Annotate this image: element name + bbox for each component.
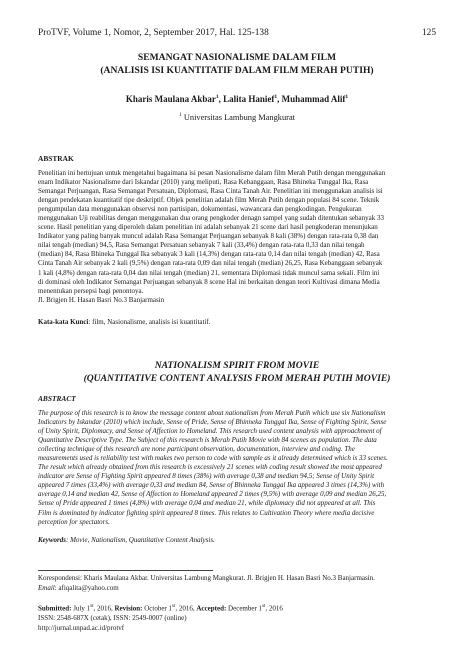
abstrak-line: nilai tengah (median) 94,5, Rasa Semangat Persatuan sebanyak 7 kali (33,4%) dengan rata-rata 0,33 dan nilai tengah — [38, 241, 365, 250]
page-number: 125 — [421, 28, 436, 38]
title-line: (ANALISIS ISI KUANTITATIF DALAM FILM MERAH PUTIH) — [100, 64, 374, 76]
email-label: Email — [38, 584, 55, 592]
title-line: NATIONALISM SPIRIT FROM MOVIE — [154, 360, 320, 371]
affiliation-mark: 1 — [178, 112, 182, 118]
affiliation — [30, 112, 444, 122]
abstract-line: indicator are Sense of Fighting Spirit appeared 8 times (38%) with average 0,38 and median 94,5; Sense of Unity Spirit — [38, 472, 375, 481]
author-name: Lalita Hanief — [223, 94, 275, 104]
abstract-line: The purpose of this research is to know the message content about nationalism from Merah Putih which use six Nationalism — [38, 409, 386, 417]
title-line: (QUANTITATIVE CONTENT ANALYSIS FROM MERAH PUTIH MOVIE) — [83, 372, 391, 384]
email-line — [38, 583, 444, 593]
abstrak-line: menentukan persepsi bagi penontoya. — [38, 286, 144, 295]
submitted-year: , 2016, — [93, 604, 115, 613]
keywords-english — [38, 536, 436, 544]
abstrak-line: di dominasi oleh Indikator Semangat Perjuangan sebanyak 8 scene Hal ini berkaitan dengan teori Kultivasi dimana Media — [38, 277, 380, 286]
abstract-line: The result which already obtained from this research is excessively 21 scenes with coding result showed the most appeared — [38, 463, 382, 472]
abstract-line: perception for spectators. — [38, 517, 110, 526]
abstract-line: Film is dominated by indicator fighting spirit appeared 8 times. This relates to Cultivation Theory where media decisive — [38, 508, 375, 517]
submitted-ordinal: st — [90, 604, 94, 609]
abstract-line: Indicators by Iskandar (2010) which include, Sense of Pride, Sense of Bhinneka Tunggal Ika, Sense of Fighting Spirit, Sense — [38, 418, 387, 427]
author-separator: , — [218, 94, 224, 104]
abstract-line: collecting technique of this research are none participant observation, documentation, interview and coding. The — [38, 445, 355, 454]
footnote-divider — [38, 570, 213, 571]
revision-year: , 2016, — [175, 604, 197, 613]
abstrak-body — [38, 169, 436, 305]
author-name: Muhammad Alif — [281, 94, 346, 104]
abstract-line: appeared 7 times (33,4%) with average 0,33 and median 84, Sense of Bhinneka Tunggal Ika appeared 3 times (14,3%) with — [38, 481, 385, 490]
abstrak-line: Penelitian ini bertujuan untuk mengetahui bagaimana isi pesan Nasionalisme dalam film Merah Putih dengan menggunakan — [38, 169, 386, 177]
keywords-label: Kata-kata Kunci — [38, 318, 89, 326]
abstract-line: measurements used is reliability test with makes two person to code with sample as it already determined which is 33 scenes. — [38, 454, 388, 463]
abstrak-line: enam Indikator Nasionalisme dari Iskandar (2010) yang meliputi, Rasa Kebanggaan, Rasa Bhineka Tunggal Ika, Rasa — [38, 178, 369, 187]
revision-label: Revision: — [114, 604, 143, 613]
abstrak-line: Indikator yang paling banyak muncul adalah Rasa Semangat Perjuangan sebanyak 8 kali (38%) dengan rata-rata 0,38 dan — [38, 232, 379, 241]
running-header — [38, 28, 436, 38]
title-english — [30, 360, 444, 385]
abstrak-line: pengumpulan data menggunakan observsi non partisipan, dokumentasi, wawancara dan pengkodingan. Pengukuran — [38, 205, 362, 214]
abstract-line: Quantitative Descriptive Type. The Subject of this research is Merah Putih Movie with 84 scenes as population. The data — [38, 436, 377, 445]
author-list — [30, 94, 444, 104]
abstract-body — [38, 409, 436, 527]
revision-ordinal: st — [172, 604, 176, 609]
keywords-label: Keywords — [38, 536, 66, 544]
abstrak-line: (median) 84, Rasa Bhineka Tunggal Ika sebanyak 3 kali (14,3%) dengan rata-rata 0,14 dan nilai tengah (median) 42, Rasa — [38, 250, 380, 259]
abstrak-line: menggunakan Uji reabilitas dengan menggunakan dua orang pengkoder denagn sampel yang sudah ditentukan sebanyak 33 — [38, 214, 385, 223]
abstrak-line: scene. Hasil penelitian yang diperoleh dalam penelitian ini adalah sebanyak 21 scene dari hasil pengkoderan menunjukan — [38, 223, 378, 232]
author-affiliation-mark: 1 — [215, 94, 219, 100]
correspondence-line: Korespondensi: Kharis Maulana Akbar. Universitas Lambung Mangkurat. Jl. Brigjen H. Hasan Basri No.3 Banjarmasin. — [38, 574, 375, 582]
abstrak-line: Jl. Brigjen H. Hasan Basri No.3 Banjarmasin — [38, 295, 165, 304]
abstract-line: average 0,14 and median 42, Sense of Affection to Homeland appeared 2 times (9,5%) with average 0,09 and median 26,25, — [38, 490, 387, 499]
abstract-heading: ABSTRACT — [38, 394, 76, 403]
email-address: : afiqalita@yahoo.com — [54, 584, 119, 592]
author-affiliation-mark: 1 — [274, 94, 278, 100]
abstrak-line: Cinta Tanah Air sebanyak 2 kali (9,5%) dengan rata-rata 0,09 dan nilai tengah (median) 26,25, Rasa Kebanggaan sebanyak — [38, 259, 383, 268]
author-affiliation-mark: 1 — [345, 94, 349, 100]
journal-citation: ProTVF, Volume 1, Nomor, 2, September 2017, Hal. 125-138 — [38, 28, 269, 38]
abstrak-line: dengan pendekatan kuantitatif tipe deskriptif. Objek penelitian adalah film Merah Putih dengan populasi 84 scene. Teknik — [38, 196, 380, 205]
dates-line — [38, 602, 444, 613]
journal-url[interactable]: http://jurnal.unpad.ac.id/protvf — [38, 624, 125, 633]
correspondence-footnote — [38, 573, 444, 593]
abstrak-line: 1 kali (4,8%) dengan rata-rata 0,04 dan nilai tengah (median) 21, sementara Diplomasi tidak muncul sama sekali. Film ini — [38, 268, 380, 277]
revision-date: October 1 — [142, 604, 173, 613]
issn-line: ISSN: 2548-687X (cetak), ISSN: 2549-0007 (online) — [38, 614, 187, 623]
submitted-label: Submitted: — [38, 604, 72, 613]
author-separator: , — [277, 94, 282, 104]
accepted-year: , 2016 — [265, 604, 283, 613]
abstrak-heading: ABSTRAK — [38, 154, 74, 163]
submitted-date: July 1 — [71, 604, 91, 613]
accepted-ordinal: st — [262, 604, 266, 609]
accepted-label: Accepted: — [196, 604, 227, 613]
abstract-line: Sense of Pride appeared 1 times (4,8%) with average 0,04 and median 21, while diplomacy did not appeared at all. This — [38, 499, 376, 508]
author-name: Kharis Maulana Akbar — [125, 94, 216, 104]
affiliation-text: Universitas Lambung Mangkurat — [181, 112, 296, 122]
title-line: SEMANGAT NASIONALISME DALAM FILM — [137, 52, 337, 63]
abstrak-line: Semangat Perjuangan, Rasa Semangat Persatuan, Diplomasi, Rasa Cinta Tanah Air. Penelitian ini menggunakan analisis isi — [38, 187, 383, 196]
keywords-text: : Movie, Nationalism, Quantitative Content Analysis. — [66, 536, 215, 544]
accepted-date: December 1 — [226, 604, 263, 613]
publication-info — [38, 602, 444, 633]
title-indonesian — [30, 52, 444, 77]
kata-kunci — [38, 318, 436, 326]
keywords-text: : film, Nasionalisme, analisis isi kuantitatif. — [88, 318, 211, 326]
abstract-line: of Unity Spirit, Diplomacy, and Sense of Affection to Homeland. This research used content analysis with approachment of — [38, 427, 382, 436]
